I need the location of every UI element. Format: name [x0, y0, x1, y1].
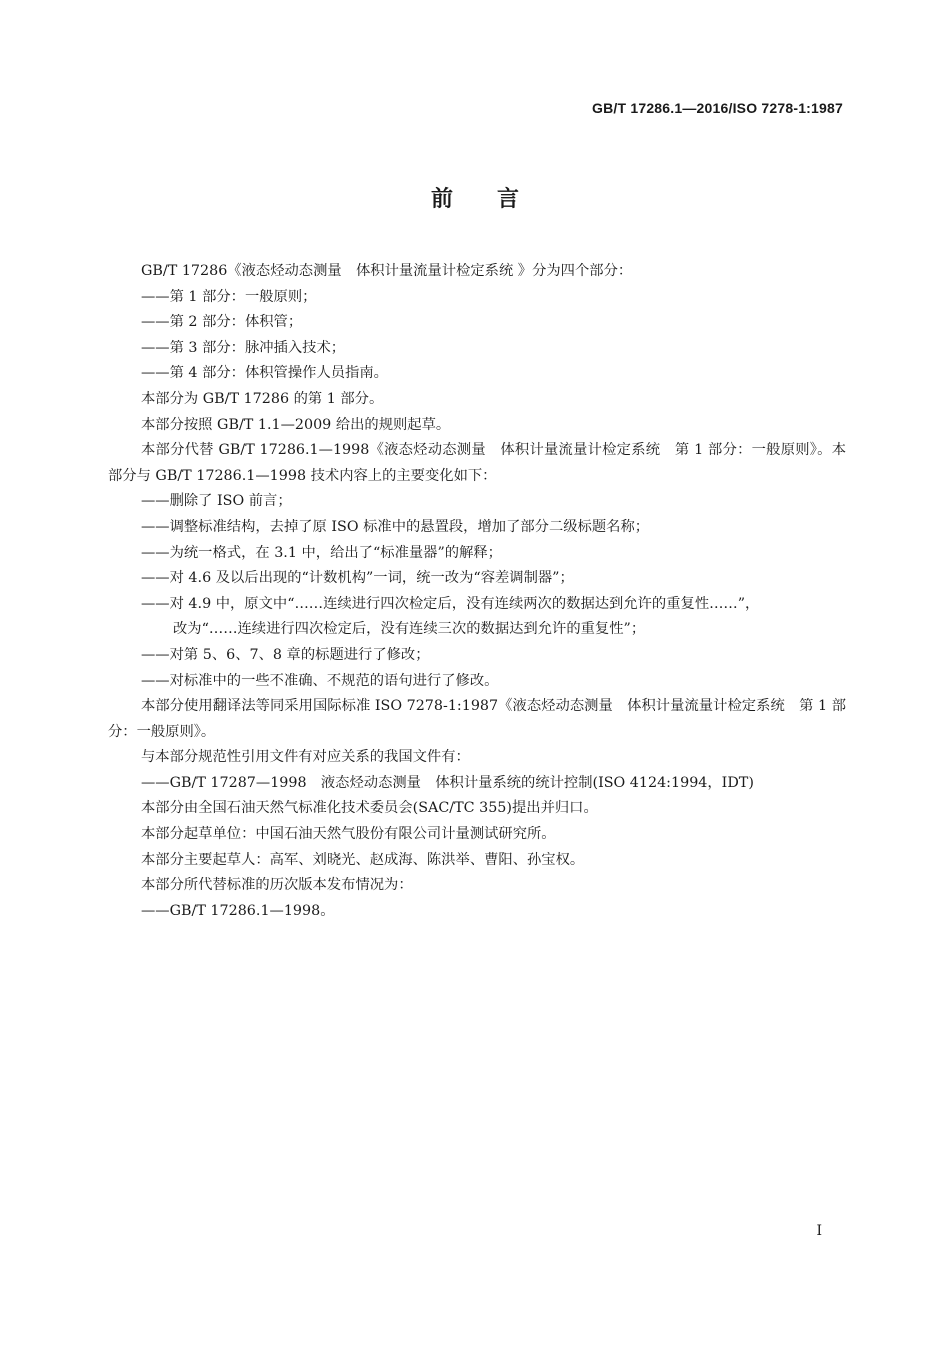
list-item-change-4: ——对 4.6 及以后出现的“计数机构”一词，统一改为“容差调制器”； [141, 570, 574, 587]
page-number: I [816, 1223, 822, 1239]
list-item-change-6: ——对第 5、6、7、8 章的标题进行了修改； [141, 646, 430, 663]
paragraph-drafting-rules: 本部分按照 GB/T 1.1—2009 给出的规则起草。 [141, 416, 451, 433]
list-item-part-2: ——第 2 部分：体积管； [141, 314, 303, 331]
list-item-part-1: ——第 1 部分：一般原则； [141, 288, 317, 305]
paragraph-parts-intro: GB/T 17286《液态烃动态测量 体积计量流量计检定系统 》分为四个部分： [141, 263, 633, 279]
foreword-body [108, 259, 846, 924]
list-item-previous-edition-1: ——GB/T 17286.1—1998。 [141, 902, 335, 919]
list-item-change-5: ——对 4.9 中，原文中“……连续进行四次检定后，没有连续两次的数据达到允许的重复性……”， [141, 595, 760, 612]
standard-number-header: GB/T 17286.1—2016/ISO 7278-1:1987 [592, 100, 843, 116]
list-item-normative-ref-1: ——GB/T 17287—1998 液态烃动态测量 体积计量系统的统计控制(ISO 4124:1994，IDT) [141, 774, 754, 791]
paragraph-this-part: 本部分为 GB/T 17286 的第 1 部分。 [141, 390, 384, 407]
list-item-part-3: ——第 3 部分：脉冲插入技术； [141, 339, 346, 356]
list-item-part-4: ——第 4 部分：体积管操作人员指南。 [141, 365, 388, 382]
list-item-change-2: ——调整标准结构，去掉了原 ISO 标准中的悬置段，增加了部分二级标题名称； [141, 518, 650, 535]
list-item-change-7: ——对标准中的一些不准确、不规范的语句进行了修改。 [141, 672, 499, 689]
paragraph-replaces: 本部分代替 GB/T 17286.1—1998《液态烃动态测量 体积计量流量计检定系统 第 1 部分：一般原则》。本部分与 GB/T 17286.1—1998 技术内容上的主要变化如下： [108, 442, 846, 484]
paragraph-normative-refs: 与本部分规范性引用文件有对应关系的我国文件有： [141, 749, 470, 766]
paragraph-previous-editions: 本部分所代替标准的历次版本发布情况为： [141, 877, 413, 894]
list-item-change-3: ——为统一格式，在 3.1 中，给出了“标准量器”的解释； [141, 544, 502, 561]
paragraph-drafting-unit: 本部分起草单位：中国石油天然气股份有限公司计量测试研究所。 [141, 826, 556, 843]
paragraph-iso-adoption: 本部分使用翻译法等同采用国际标准 ISO 7278-1:1987《液态烃动态测量 体积计量流量计检定系统 第 1 部分：一般原则》。 [108, 698, 846, 740]
list-item-change-1: ——删除了 ISO 前言； [141, 493, 292, 510]
paragraph-proposed-by: 本部分由全国石油天然气标准化技术委员会(SAC/TC 355)提出并归口。 [141, 800, 598, 817]
list-item-change-5-continued: 改为“……连续进行四次检定后，没有连续三次的数据达到允许的重复性”； [173, 621, 646, 638]
page-title: 前言 [430, 187, 563, 212]
paragraph-drafters: 本部分主要起草人：高军、刘晓光、赵成海、陈洪举、曹阳、孙宝权。 [141, 851, 585, 868]
